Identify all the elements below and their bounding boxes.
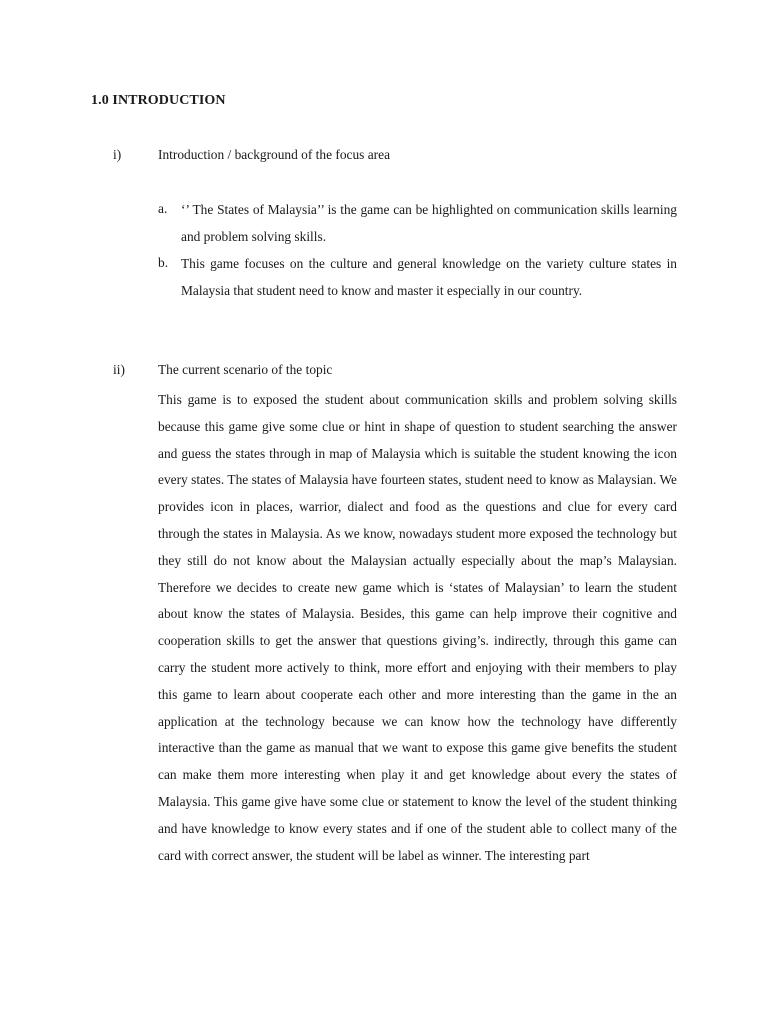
list-item-a: ‘’ The States of Malaysia’’ is the game can be highlighted on communication skills learning and problem solving skills. xyxy=(181,202,677,244)
list-marker-b: b. xyxy=(158,255,169,270)
section-numeral-ii: ii) xyxy=(113,362,125,377)
section-title-i: Introduction / background of the focus area xyxy=(158,147,391,162)
list-marker-a: a. xyxy=(158,201,168,216)
body-paragraph: This game is to exposed the student about communication skills and problem solving skills because this game give some clue or hint in shape of question to student searching the answer and guess the states through in map of Malaysia which is suitable the student knowing the icon every states. The states of Malaysia have fourteen states, student need to know as Malaysian. We provides icon in places, warrior, dialect and food as the questions and clue for every card through the states in Malaysia. As we know, nowadays student more exposed the technology but they still do not know about the Malaysian actually especially about the map’s Malaysian. Therefore we decides to create new game which is ‘states of Malaysian’ to learn the student about know the states of Malaysia. Besides, this game can help improve their cognitive and cooperation skills to get the answer that questions giving’s. indirectly, through this game can carry the student more actively to think, more effort and enjoying with their members to play this game to learn about cooperate each other and more interesting than the game in the an application at the technology because we can know how the technology have differently interactive than the game as manual that we want to expose this game give benefits the student can make them more interesting when play it and get knowledge about every the states of Malaysia. This game give have some clue or statement to know the level of the student thinking and have knowledge to know every states and if one of the student able to collect many of the card with correct answer, the student will be label as winner. The interesting part xyxy=(158,392,677,863)
section-title-ii: The current scenario of the topic xyxy=(158,362,333,377)
section-numeral-i: i) xyxy=(113,147,122,162)
section-heading: 1.0 INTRODUCTION xyxy=(91,93,226,108)
list-item-b: This game focuses on the culture and general knowledge on the variety culture states in Malaysia that student need to know and master it especially in our country. xyxy=(181,256,677,298)
